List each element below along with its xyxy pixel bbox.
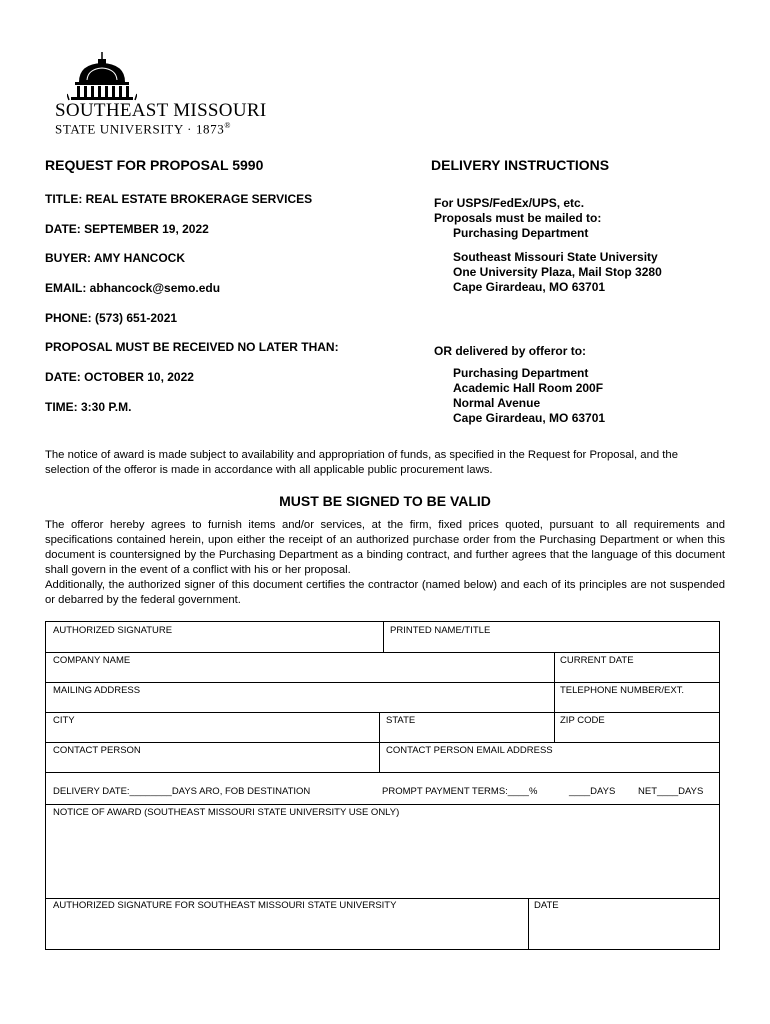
address-line: One University Plaza, Mail Stop 3280 (453, 265, 662, 279)
address-line: Normal Avenue (453, 396, 541, 410)
mail-instruction-line: For USPS/FedEx/UPS, etc. (434, 196, 585, 210)
academic-hall-dome-icon (67, 50, 137, 102)
due-date-line: DATE: OCTOBER 10, 2022 (45, 370, 194, 384)
university-logo (55, 50, 275, 140)
buyer-line: BUYER: AMY HANCOCK (45, 251, 186, 265)
semo-authorized-signature-field[interactable]: AUTHORIZED SIGNATURE FOR SOUTHEAST MISSOURI STATE UNIVERSITY (53, 900, 397, 911)
company-name-field[interactable]: COMPANY NAME (53, 655, 131, 666)
payment-days-field[interactable]: ____DAYS (569, 786, 616, 797)
contact-person-field[interactable]: CONTACT PERSON (53, 745, 141, 756)
current-date-field[interactable]: CURRENT DATE (560, 655, 634, 666)
delivered-by-offeror-line: OR delivered by offeror to: (434, 344, 587, 358)
buyer-email-line: EMAIL: abhancock@semo.edu (45, 281, 221, 295)
rfp-number-title: REQUEST FOR PROPOSAL 5990 (45, 157, 264, 173)
address-line: Southeast Missouri State University (453, 250, 658, 264)
form-row-divider (46, 804, 719, 805)
mail-instruction-line: Proposals must be mailed to: (434, 211, 602, 225)
rfp-title-line: TITLE: REAL ESTATE BROKERAGE SERVICES (45, 192, 313, 206)
must-be-signed-heading: MUST BE SIGNED TO BE VALID (279, 493, 491, 509)
authorized-signature-field[interactable]: AUTHORIZED SIGNATURE (53, 625, 173, 636)
mailing-address-field[interactable]: MAILING ADDRESS (53, 685, 141, 696)
address-line: Purchasing Department (453, 366, 589, 380)
agreement-paragraph: The offeror hereby agrees to furnish items and/or services, at the firm, fixed prices quoted, pursuant to all requirements and specifications contained herein, upon either the receipt of an authorized purchase order from the Purchasing Department or when this document is countersigned by the Purchasing Department as a binding contract, and further agrees that the language of this document shall govern in the event of a conflict with his or her proposal. (45, 519, 725, 576)
logo-subtitle-text: STATE UNIVERSITY · 1873 (55, 121, 225, 137)
mailing-address-block (453, 250, 662, 295)
notice-of-award-field[interactable]: NOTICE OF AWARD (SOUTHEAST MISSOURI STATE UNIVERSITY USE ONLY) (53, 807, 400, 818)
net-days-field[interactable]: NET____DAYS (638, 786, 704, 797)
delivery-date-field[interactable]: DELIVERY DATE:________DAYS ARO, FOB DESTINATION (53, 786, 311, 797)
zip-code-field[interactable]: ZIP CODE (560, 715, 605, 726)
state-field[interactable]: STATE (386, 715, 416, 726)
due-time-line: TIME: 3:30 P.M. (45, 400, 132, 414)
signature-form (45, 621, 720, 950)
address-line: Cape Girardeau, MO 63701 (453, 280, 606, 294)
logo-university-subtitle (55, 121, 231, 137)
form-row-divider (46, 652, 719, 653)
delivery-instructions-heading: DELIVERY INSTRUCTIONS (431, 157, 610, 173)
printed-name-field[interactable]: PRINTED NAME/TITLE (390, 625, 491, 636)
telephone-field[interactable]: TELEPHONE NUMBER/EXT. (560, 685, 685, 696)
form-column-divider (383, 622, 384, 652)
address-line: Cape Girardeau, MO 63701 (453, 411, 606, 425)
city-field[interactable]: CITY (53, 715, 75, 726)
contact-email-field[interactable]: CONTACT PERSON EMAIL ADDRESS (386, 745, 553, 756)
form-row-divider (46, 772, 719, 773)
buyer-phone-line: PHONE: (573) 651-2021 (45, 311, 178, 325)
form-column-divider (554, 652, 555, 742)
address-line: Academic Hall Room 200F (453, 381, 604, 395)
semo-date-field[interactable]: DATE (534, 900, 559, 911)
form-row-divider (46, 712, 719, 713)
form-column-divider (379, 712, 380, 772)
certification-paragraph: Additionally, the authorized signer of this document certifies the contractor (named below) and each of its principles are not suspended or debarred by the federal government. (45, 579, 725, 606)
registered-mark: ® (224, 121, 232, 130)
form-column-divider (528, 898, 529, 950)
form-row-divider (46, 682, 719, 683)
form-row-divider (46, 898, 719, 899)
payment-terms-field[interactable]: PROMPT PAYMENT TERMS:____% (382, 786, 538, 797)
notice-paragraph: The notice of award is made subject to availability and appropriation of funds, as specified in the Request for Proposal, and the selection of the offeror is made in accordance with all applicable public procurement laws. (45, 449, 679, 476)
form-row-divider (46, 742, 719, 743)
rfp-date-line: DATE: SEPTEMBER 19, 2022 (45, 222, 209, 236)
deadline-heading: PROPOSAL MUST BE RECEIVED NO LATER THAN: (45, 340, 339, 354)
logo-university-name: SOUTHEAST MISSOURI (55, 100, 267, 121)
mail-instructions-block (434, 196, 601, 241)
mail-instruction-line: Purchasing Department (453, 226, 589, 240)
delivery-address-block (453, 366, 605, 426)
